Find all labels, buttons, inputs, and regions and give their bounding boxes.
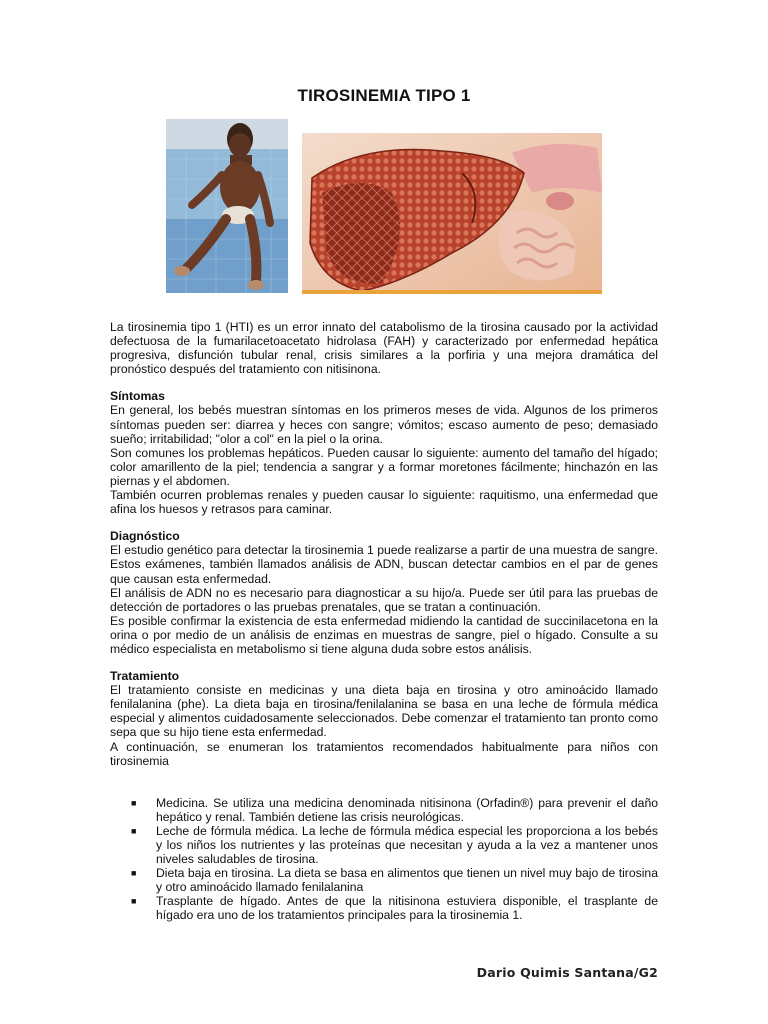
- author-footer: Dario Quimis Santana/G2: [476, 965, 658, 980]
- list-item-text: Leche de fórmula médica. La leche de fórmula médica especial les proporciona a los bebés y los niños los nutrientes y las proteínas que necesitan y ayuda a la vez a mantener unos niveles saludables de tirosina.: [156, 823, 658, 867]
- page-title: TIROSINEMIA TIPO 1: [297, 86, 471, 105]
- diagnostico-paragraph: El estudio genético para detectar la tirosinemia 1 puede realizarse a partir de una muestra de sangre. Estos exámenes, también llamados análisis de ADN, buscan detectar cambios en el par de genes que causan esta enfermedad.: [110, 543, 658, 586]
- bullet-icon: ■: [131, 896, 137, 907]
- list-item-text: Trasplante de hígado. Antes de que la nitisinona estuviera disponible, el trasplante de hígado era uno de los tratamientos principales para la tirosinemia 1.: [156, 894, 658, 923]
- child-photo: [166, 119, 288, 293]
- section-heading-sintomas: Síntomas: [110, 389, 165, 404]
- tratamiento-paragraph: A continuación, se enumeran los tratamientos recomendados habitualmente para niños con tirosinemia: [110, 739, 658, 768]
- diagnostico-paragraph: Es posible confirmar la existencia de esta enfermedad midiendo la cantidad de succinilacetona en la orina o por medio de un análisis de enzimas en muestras de sangre, piel o hígado. Consulte a su médico especialista en metabolismo si tiene alguna duda sobre estos análisis.: [110, 613, 658, 656]
- list-item: [131, 795, 658, 824]
- list-item: [131, 866, 658, 895]
- bullet-icon: ■: [131, 825, 137, 836]
- diagnostico-paragraph: El análisis de ADN no es necesario para diagnosticar a su hijo/a. Puede ser útil para las pruebas de detección de portadores o las pruebas prenatales, que se tratan a continuación.: [110, 585, 658, 614]
- sintomas-paragraph: También ocurren problemas renales y pueden causar lo siguiente: raquitismo, una enfermedad que afina los huesos y retrasos para caminar.: [110, 488, 658, 517]
- treatment-list: [110, 796, 658, 923]
- intro-paragraph: La tirosinemia tipo 1 (HTI) es un error innato del catabolismo de la tirosina causado por la actividad defectuosa de la fumarilacetoacetato hidrolasa (FAH) y caracterizado por enfermedad hepática progresiva, disfunción tubular renal, crisis similares a la porfiria y una mejora dramática del pronóstico después del tratamiento con nitisinona.: [110, 320, 658, 377]
- section-heading-diagnostico: Diagnóstico: [110, 529, 180, 544]
- section-heading-tratamiento: Tratamiento: [110, 669, 180, 684]
- document-body: [110, 320, 658, 923]
- child-photo-illustration: [166, 119, 288, 293]
- list-item-text: Dieta baja en tirosina. La dieta se basa en alimentos que tienen un nivel muy bajo de tirosina y otro aminoácido llamado fenilalanina: [156, 866, 658, 895]
- tratamiento-paragraph: El tratamiento consiste en medicinas y una dieta baja en tirosina y otro aminoácido llamado fenilalanina (phe). La dieta baja en tirosina/fenilalanina se basa en una leche de fórmula médica especial y alimentos cuidadosamente seleccionados. Debe comenzar el tratamiento tan pronto como sepa que su hijo tiene esta enfermedad.: [110, 683, 658, 740]
- list-item: [131, 823, 658, 867]
- list-item: [131, 894, 658, 923]
- sintomas-paragraph: Son comunes los problemas hepáticos. Pueden causar lo siguiente: aumento del tamaño del hígado; color amarillento de la piel; tendencia a sangrar y a formar moretones fácilmente; hinchazón en las piernas y el abdomen.: [110, 445, 658, 488]
- liver-illustration-graphic: [302, 133, 602, 294]
- bullet-icon: ■: [131, 797, 137, 808]
- bullet-icon: ■: [131, 868, 137, 879]
- sintomas-paragraph: En general, los bebés muestran síntomas en los primeros meses de vida. Algunos de los primeros síntomas pueden ser: diarrea y heces con sangre; vómitos; escaso aumento de peso; demasiado sueño; irritabilidad; "olor a col" en la piel o la orina.: [110, 403, 658, 446]
- liver-illustration: [302, 133, 602, 294]
- list-item-text: Medicina. Se utiliza una medicina denominada nitisinona (Orfadin®) para prevenir el daño hepático y renal. También detiene las crisis neurológicas.: [156, 795, 658, 824]
